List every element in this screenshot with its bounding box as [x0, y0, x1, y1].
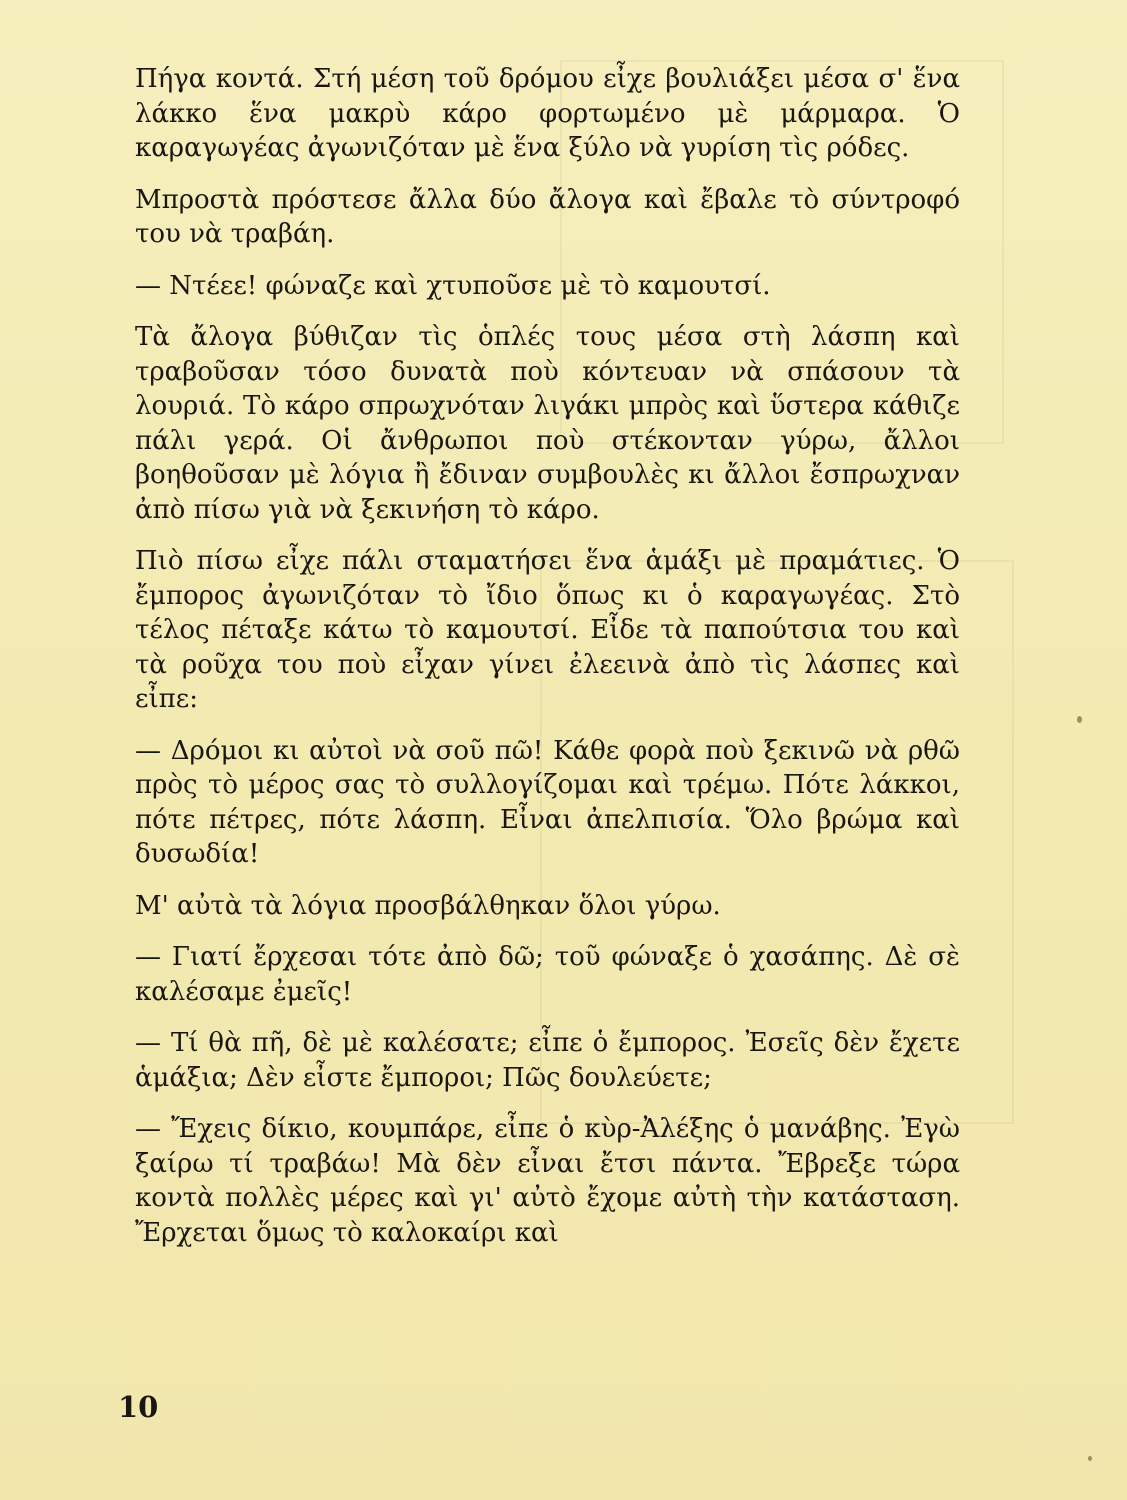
paragraph-4: Τὰ ἄλογα βύθιζαν τὶς ὁπλές τους μέσα στὴ λάσπη καὶ τραβοῦσαν τόσο δυνατὰ ποὺ κόντευαν νὰ σπάσουν τὰ λουριά. Τὸ κάρο σπρωχνόταν λιγάκι μπρὸς καὶ ὕστερα κάθιζε πάλι γερά. Οἱ ἄνθρωποι ποὺ στέκονταν γύρω, ἄλλοι βοηθοῦσαν μὲ λόγια ἢ ἔδιναν συμβουλὲς κι ἄλλοι ἔσπρωχναν ἀπὸ πίσω γιὰ νὰ ξεκινήση τὸ κάρο.	[135, 322, 960, 525]
paragraph-2: Μπροστὰ πρόστεσε ἄλλα δύο ἄλογα καὶ ἔβαλε τὸ σύντροφό του νὰ τραβάη.	[135, 184, 960, 249]
paragraph-6: — Δρόμοι κι αὐτοὶ νὰ σοῦ πῶ! Κάθε φορὰ ποὺ ξεκινῶ νὰ ρθῶ πρὸς τὸ μέρος σας τὸ συλλογίζομαι καὶ τρέμω. Πότε λάκκοι, πότε πέτρες, πότε λάσπη. Εἶναι ἀπελπισία. Ὅλο βρώμα καὶ δυσωδία!	[135, 735, 960, 869]
paragraph-10: — Ἔχεις δίκιο, κουμπάρε, εἶπε ὁ κὺρ-Ἀλέξης ὁ μανάβης. Ἐγὼ ξαίρω τί τραβάω! Μὰ δὲν εἶναι ἔτσι πάντα. Ἔβρεξε τώρα κοντὰ πολλὲς μέρες καὶ γι' αὐτὸ ἔχομε αὐτὴ τὴν κατάσταση. Ἔρχεται ὅμως τὸ καλοκαίρι καὶ	[135, 1114, 960, 1248]
ink-speck-bottom	[1088, 1456, 1092, 1461]
ink-speck	[1077, 716, 1082, 723]
paragraph-1: Πήγα κοντά. Στή μέση τοῦ δρόμου εἶχε βουλιάξει μέσα σ' ἕνα λάκκο ἕνα μακρὺ κάρο φορτωμένο μὲ μάρμαρα. Ὁ καραγωγέας ἀγωνιζόταν μὲ ἕνα ξύλο νὰ γυρίση τὶς ρόδες.	[135, 64, 960, 163]
paragraph-3: — Ντέεε! φώναζε καὶ χτυποῦσε μὲ τὸ καμουτσί.	[135, 270, 771, 301]
body-text	[135, 62, 960, 1250]
paragraph-5: Πιὸ πίσω εἶχε πάλι σταματήσει ἕνα ἁμάξι μὲ πραμάτιες. Ὁ ἔμπορος ἀγωνιζόταν τὸ ἴδιο ὅπως κι ὁ καραγωγέας. Στὸ τέλος πέταξε κάτω τὸ καμουτσί. Εἶδε τὰ παπούτσια του καὶ τὰ ροῦχα του ποὺ εἶχαν γίνει ἐλεεινὰ ἀπὸ τὶς λάσπες καὶ εἶπε:	[135, 546, 960, 714]
paragraph-9: — Τί θὰ πῆ, δὲ μὲ καλέσατε; εἶπε ὁ ἔμπορος. Ἐσεῖς δὲν ἔχετε ἁμάξια; Δὲν εἶστε ἔμποροι; Πῶς δουλεύετε;	[135, 1028, 960, 1093]
paragraph-8: — Γιατί ἔρχεσαι τότε ἀπὸ δῶ; τοῦ φώναξε ὁ χασάπης. Δὲ σὲ καλέσαμε ἐμεῖς!	[135, 942, 960, 1007]
paragraph-7: Μ' αὐτὰ τὰ λόγια προσβάλθηκαν ὅλοι γύρω.	[135, 890, 721, 921]
page-number: 10	[118, 1390, 159, 1424]
